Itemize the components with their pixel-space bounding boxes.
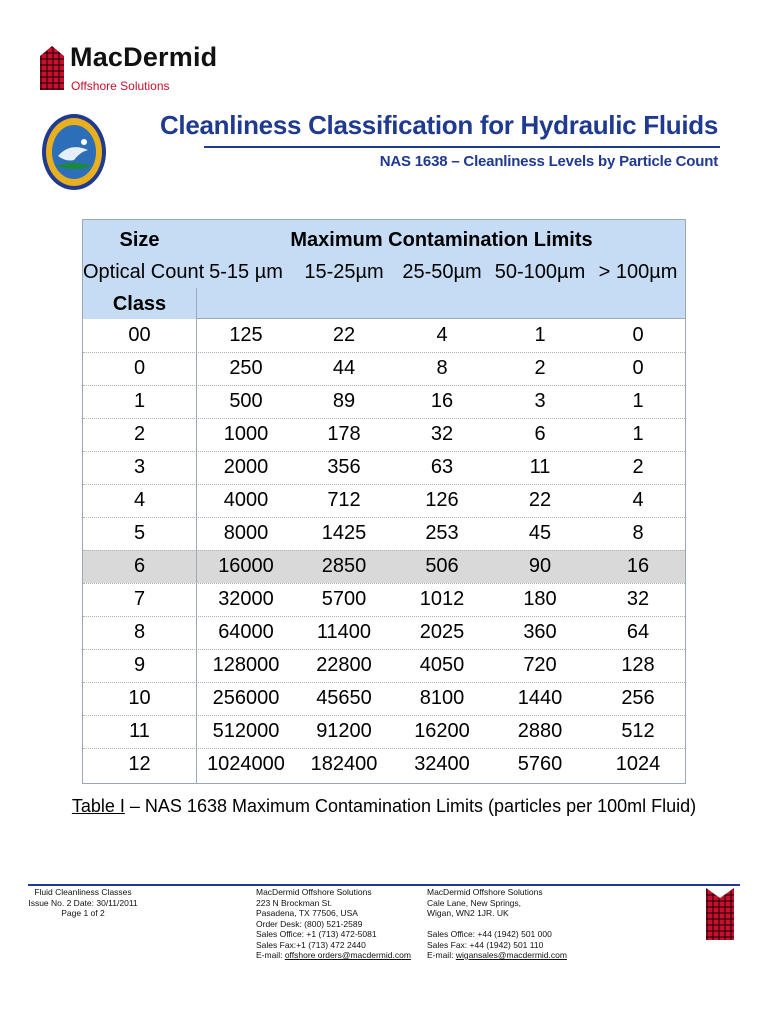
table-row: [83, 715, 685, 748]
us-sales-office: Sales Office: +1 (713) 472-5081: [256, 929, 377, 939]
class-cell: 12: [128, 753, 151, 775]
column-header: 5-15 µm: [209, 261, 283, 283]
us-company: MacDermid Offshore Solutions: [256, 887, 372, 897]
doc-issue: Issue No. 2 Date: 30/11/2011: [28, 897, 138, 908]
value-cell: 125: [229, 324, 263, 346]
value-cell: 64: [626, 621, 650, 643]
value-cell: 1: [632, 390, 644, 412]
title-rule: [204, 146, 720, 148]
value-cell: 5700: [321, 588, 367, 610]
page-title: Cleanliness Classification for Hydraulic Fluids: [159, 110, 718, 140]
value-cell: 256000: [212, 687, 280, 709]
table-row: [83, 484, 685, 517]
value-cell: 360: [523, 621, 557, 643]
caption-text: – NAS 1638 Maximum Contamination Limits (particles per 100ml Fluid): [124, 796, 697, 816]
column-header: > 100µm: [598, 261, 678, 283]
row-divider: [83, 550, 685, 551]
value-cell: 22: [332, 324, 356, 346]
class-cell: 00: [128, 324, 151, 346]
value-cell: 1024: [615, 753, 661, 775]
class-cell: 8: [133, 621, 146, 643]
table-row: [83, 385, 685, 418]
uk-address-2: Wigan, WN2 1JR. UK: [427, 908, 509, 918]
row-divider: [83, 682, 685, 683]
uk-sales-office: Sales Office: +44 (1942) 501 000: [427, 929, 552, 939]
value-cell: 180: [523, 588, 557, 610]
table-row: [83, 352, 685, 385]
value-cell: 2025: [419, 621, 465, 643]
value-cell: 1: [632, 423, 644, 445]
footer-tartan-icon: [706, 888, 734, 940]
column-header: 50-100µm: [494, 261, 586, 283]
row-divider: [83, 748, 685, 749]
value-cell: 16000: [218, 555, 274, 577]
value-cell: 253: [425, 522, 459, 544]
row-divider: [83, 418, 685, 419]
class-header: Class: [112, 293, 167, 315]
value-cell: 8100: [419, 687, 465, 709]
us-email-link[interactable]: offshore orders@macdermid.com: [284, 950, 411, 960]
class-column-divider: [196, 288, 197, 784]
value-cell: 4: [436, 324, 448, 346]
value-cell: 8: [436, 357, 448, 379]
value-cell: 128000: [212, 654, 280, 676]
value-cell: 182400: [310, 753, 378, 775]
value-cell: 1: [534, 324, 546, 346]
class-cell: 3: [133, 456, 146, 478]
value-cell: 2000: [223, 456, 269, 478]
class-cell: 5: [133, 522, 146, 544]
class-cell: 4: [133, 489, 146, 511]
value-cell: 2850: [321, 555, 367, 577]
value-cell: 0: [632, 324, 644, 346]
value-cell: 1012: [419, 588, 465, 610]
value-cell: 1425: [321, 522, 367, 544]
table-row: [83, 319, 685, 352]
value-cell: 356: [327, 456, 361, 478]
uk-email-link[interactable]: wigansales@macdermid.com: [455, 950, 567, 960]
value-cell: 45: [528, 522, 552, 544]
row-divider: [83, 517, 685, 518]
class-cell: 7: [133, 588, 146, 610]
uk-sales-fax: Sales Fax: +44 (1942) 501 110: [427, 939, 544, 950]
table-row: [83, 649, 685, 682]
row-divider: [83, 583, 685, 584]
class-cell: 0: [133, 357, 146, 379]
row-divider: [83, 715, 685, 716]
tartan-flag-icon: [40, 46, 64, 90]
value-cell: 6: [534, 423, 546, 445]
brand-logo: [40, 42, 240, 96]
doc-page: Page 1 of 2: [61, 908, 105, 918]
value-cell: 1000: [223, 423, 269, 445]
class-cell: 1: [133, 390, 146, 412]
value-cell: 44: [332, 357, 356, 379]
doc-title: Fluid Cleanliness Classes: [34, 887, 132, 897]
uk-email-line: [427, 950, 567, 961]
table-row: [83, 748, 685, 781]
max-limits-header: Maximum Contamination Limits: [290, 229, 593, 251]
row-divider: [83, 451, 685, 452]
value-cell: 2: [632, 456, 644, 478]
table-row: [83, 418, 685, 451]
caption-label: Table I: [71, 796, 125, 816]
brand-tagline: Offshore Solutions: [71, 79, 170, 93]
value-cell: 32: [626, 588, 650, 610]
value-cell: 32400: [414, 753, 470, 775]
class-cell: 6: [133, 555, 146, 577]
row-divider: [83, 352, 685, 353]
uk-email-label: E-mail:: [427, 950, 456, 960]
table-row: [83, 682, 685, 715]
value-cell: 16: [430, 390, 454, 412]
value-cell: 32: [430, 423, 454, 445]
value-cell: 16: [626, 555, 650, 577]
value-cell: 128: [621, 654, 655, 676]
footer-uk-office: [427, 887, 567, 961]
optical-count-header: Optical Count: [83, 261, 205, 283]
value-cell: 22: [528, 489, 552, 511]
table-row: [83, 583, 685, 616]
us-order-desk: Order Desk: (800) 521-2589: [256, 918, 363, 929]
us-address-1: 223 N Brockman St.: [256, 897, 333, 908]
value-cell: 16200: [414, 720, 470, 742]
value-cell: 64000: [218, 621, 274, 643]
table-row: [83, 451, 685, 484]
row-divider: [83, 649, 685, 650]
value-cell: 4050: [419, 654, 465, 676]
uk-address-1: Cale Lane, New Springs,: [427, 897, 522, 908]
value-cell: 63: [430, 456, 454, 478]
value-cell: 126: [425, 489, 459, 511]
value-cell: 11: [529, 456, 551, 478]
row-divider: [83, 484, 685, 485]
value-cell: 45650: [316, 687, 372, 709]
table-row: [83, 550, 685, 583]
us-address-2: Pasadena, TX 77506, USA: [256, 908, 358, 918]
value-cell: 506: [425, 555, 459, 577]
value-cell: 90: [528, 555, 552, 577]
value-cell: 256: [621, 687, 655, 709]
environmental-seal-icon: [40, 112, 108, 192]
value-cell: 32000: [218, 588, 274, 610]
value-cell: 0: [632, 357, 644, 379]
value-cell: 5760: [517, 753, 563, 775]
page-subtitle: NAS 1638 – Cleanliness Levels by Particle Count: [379, 153, 718, 170]
table-row: [83, 517, 685, 550]
class-cell: 2: [133, 423, 146, 445]
value-cell: 712: [327, 489, 361, 511]
value-cell: 4: [632, 489, 644, 511]
value-cell: 2: [534, 357, 546, 379]
table-row: [83, 616, 685, 649]
value-cell: 720: [523, 654, 557, 676]
value-cell: 1024000: [207, 753, 285, 775]
value-cell: 8: [632, 522, 644, 544]
class-cell: 9: [133, 654, 146, 676]
uk-spacer: [427, 919, 567, 930]
value-cell: 3: [534, 390, 546, 412]
value-cell: 4000: [223, 489, 269, 511]
row-divider: [83, 616, 685, 617]
value-cell: 2880: [517, 720, 563, 742]
us-email-label: E-mail:: [256, 950, 285, 960]
value-cell: 500: [229, 390, 263, 412]
class-cell: 10: [128, 687, 151, 709]
value-cell: 89: [332, 390, 356, 412]
footer-rule: [28, 884, 740, 886]
footer-us-office: [256, 887, 411, 961]
value-cell: 512000: [212, 720, 280, 742]
contamination-table: [82, 219, 686, 784]
uk-company: MacDermid Offshore Solutions: [427, 887, 543, 897]
value-cell: 178: [327, 423, 361, 445]
size-header: Size: [119, 229, 160, 251]
footer-doc-info: [28, 887, 138, 919]
value-cell: 1440: [517, 687, 563, 709]
value-cell: 11400: [316, 621, 372, 643]
brand-name: MacDermid: [70, 42, 218, 72]
class-cell: 11: [129, 720, 150, 742]
value-cell: 250: [229, 357, 263, 379]
column-header: 25-50µm: [402, 261, 482, 283]
value-cell: 22800: [316, 654, 372, 676]
value-cell: 512: [621, 720, 655, 742]
us-email-line: [256, 950, 411, 961]
row-divider: [83, 385, 685, 386]
value-cell: 8000: [223, 522, 269, 544]
table-caption: [0, 796, 768, 817]
value-cell: 91200: [316, 720, 372, 742]
column-header: 15-25µm: [304, 261, 384, 283]
us-sales-fax: Sales Fax:+1 (713) 472 2440: [256, 939, 366, 950]
